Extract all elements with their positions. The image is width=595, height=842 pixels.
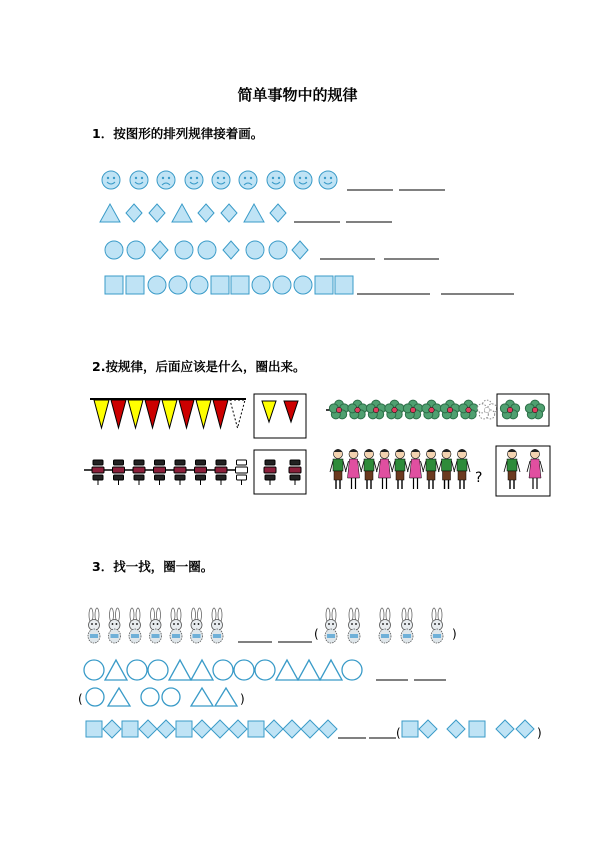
circle-icon: [148, 660, 168, 680]
q1-row-squares-circles: [0, 272, 595, 302]
rabbit-icon: [431, 608, 443, 643]
triangle-icon: [191, 660, 213, 680]
circle-icon: [273, 276, 291, 294]
rabbit-icon: [211, 608, 223, 643]
close-paren: ): [240, 692, 245, 706]
circle-icon: [190, 276, 208, 294]
flower-icon: [403, 400, 422, 419]
circle-icon: [269, 241, 287, 259]
smile-face-icon: [294, 171, 312, 189]
triangle-icon: [298, 660, 320, 680]
diamond-icon: [229, 720, 247, 738]
triangle-icon: [108, 688, 130, 706]
rabbit-icon: [191, 608, 203, 643]
boy-icon: [423, 449, 439, 489]
q1-row-faces: [0, 166, 595, 196]
smile-face-icon: [185, 171, 203, 189]
rabbit-icon: [348, 608, 360, 643]
boy-icon: [504, 449, 520, 489]
rabbit-icon: [401, 608, 413, 643]
square-icon: [105, 276, 123, 294]
boy-icon: [392, 449, 408, 489]
square-icon: [315, 276, 333, 294]
square-icon: [469, 721, 485, 737]
diamond-icon: [265, 720, 283, 738]
triangle-icon: [105, 660, 127, 680]
diamond-icon: [270, 204, 286, 222]
flower-icon: [385, 400, 404, 419]
square-icon: [176, 721, 192, 737]
circle-icon: [294, 276, 312, 294]
diamond-icon: [223, 241, 239, 259]
diamond-icon: [211, 720, 229, 738]
close-paren: ): [537, 726, 542, 740]
girl-icon: [527, 449, 543, 489]
circle-icon: [246, 241, 264, 259]
flower-icon: [348, 400, 367, 419]
diamond-icon: [193, 720, 211, 738]
diamond-icon: [283, 720, 301, 738]
q3-rabbit-row: [0, 606, 595, 648]
smile-face-icon: [102, 171, 120, 189]
flower-icon: [422, 400, 441, 419]
q1-row-triangles-diamonds: [0, 200, 595, 230]
circle-icon: [234, 660, 254, 680]
sad-face-icon: [239, 171, 257, 189]
boy-icon: [330, 449, 346, 489]
diamond-icon: [301, 720, 319, 738]
circle-icon: [127, 241, 145, 259]
circle-icon: [105, 241, 123, 259]
diamond-icon: [292, 241, 308, 259]
square-icon: [335, 276, 353, 294]
question-1-text: 1．按图形的排列规律接着画。: [92, 126, 264, 141]
circle-icon: [127, 660, 147, 680]
smile-face-icon: [319, 171, 337, 189]
square-icon: [86, 721, 102, 737]
circle-icon: [169, 276, 187, 294]
diamond-icon: [149, 204, 165, 222]
flower-icon: [459, 400, 478, 419]
flower-icon: [500, 400, 519, 419]
open-paren: (: [396, 726, 401, 740]
question-3-text: 3．找一找，圈一圈。: [92, 559, 214, 574]
circle-icon: [162, 688, 180, 706]
triangle-icon: [169, 660, 191, 680]
girl-icon: [377, 449, 393, 489]
triangle-icon: [191, 688, 213, 706]
q3-circle-triangle-row: [0, 658, 595, 706]
rabbit-icon: [379, 608, 391, 643]
diamond-icon: [447, 720, 465, 738]
triangle-icon: [100, 204, 120, 222]
square-icon: [231, 276, 249, 294]
triangle-icon: [172, 204, 192, 222]
circle-icon: [342, 660, 362, 680]
q2-flower-row: [0, 392, 595, 440]
flower-icon: [329, 400, 348, 419]
close-paren: ): [452, 627, 457, 641]
girl-icon: [408, 449, 424, 489]
smile-face-icon: [212, 171, 230, 189]
flower-icon: [525, 400, 544, 419]
diamond-icon: [139, 720, 157, 738]
q1-row-circles-diamonds: [0, 236, 595, 266]
smile-face-icon: [267, 171, 285, 189]
circle-icon: [84, 660, 104, 680]
flower-icon: [477, 400, 496, 419]
diamond-icon: [198, 204, 214, 222]
rabbit-icon: [170, 608, 182, 643]
square-icon: [248, 721, 264, 737]
square-icon: [126, 276, 144, 294]
rabbit-icon: [129, 608, 141, 643]
circle-icon: [148, 276, 166, 294]
triangle-icon: [320, 660, 342, 680]
open-paren: (: [78, 692, 83, 706]
square-icon: [402, 721, 418, 737]
circle-icon: [175, 241, 193, 259]
square-icon: [122, 721, 138, 737]
q3-square-diamond-row: [0, 716, 595, 746]
boy-icon: [361, 449, 377, 489]
boy-icon: [454, 449, 470, 489]
open-paren: (: [314, 627, 319, 641]
triangle-icon: [244, 204, 264, 222]
diamond-icon: [516, 720, 534, 738]
q2-kids-row: [0, 442, 595, 498]
rabbit-icon: [325, 608, 337, 643]
diamond-icon: [221, 204, 237, 222]
smile-face-icon: [130, 171, 148, 189]
circle-icon: [255, 660, 275, 680]
flower-icon: [440, 400, 459, 419]
triangle-icon: [215, 688, 237, 706]
circle-icon: [141, 688, 159, 706]
girl-icon: [346, 449, 362, 489]
circle-icon: [86, 688, 104, 706]
rabbit-icon: [109, 608, 121, 643]
diamond-icon: [103, 720, 121, 738]
square-icon: [211, 276, 229, 294]
diamond-icon: [419, 720, 437, 738]
flower-icon: [366, 400, 385, 419]
question-2-text: 2.按规律，后面应该是什么，圈出来。: [92, 359, 306, 374]
diamond-icon: [496, 720, 514, 738]
question-mark: ?: [475, 470, 483, 486]
page-title: 简单事物中的规律: [237, 86, 358, 104]
circle-icon: [198, 241, 216, 259]
rabbit-icon: [150, 608, 162, 643]
circle-icon: [213, 660, 233, 680]
circle-icon: [252, 276, 270, 294]
diamond-icon: [319, 720, 337, 738]
sad-face-icon: [157, 171, 175, 189]
diamond-icon: [157, 720, 175, 738]
diamond-icon: [126, 204, 142, 222]
boy-icon: [439, 449, 455, 489]
rabbit-icon: [88, 608, 100, 643]
triangle-icon: [276, 660, 298, 680]
diamond-icon: [152, 241, 168, 259]
